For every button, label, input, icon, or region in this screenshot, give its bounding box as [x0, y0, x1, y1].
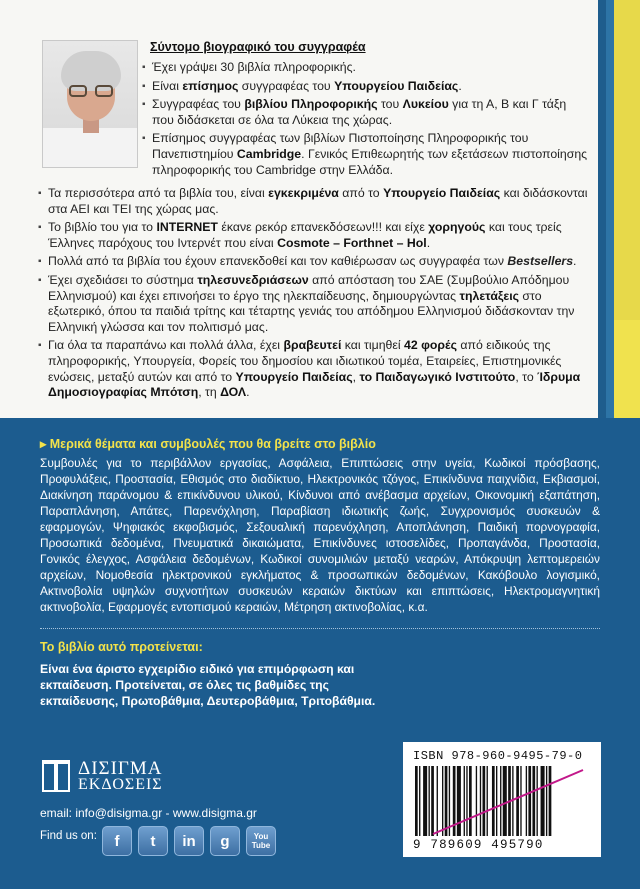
isbn-label: ISBN 978-960-9495-79-0 — [413, 749, 583, 763]
youtube-icon[interactable]: You Tube — [246, 826, 276, 856]
publisher-name: ΔΙΣΙΓΜΑ — [78, 758, 163, 779]
divider — [40, 628, 600, 629]
topics-title: ▸ Μερικά θέματα και συμβουλές που θα βρείτε στο βιβλίο — [40, 436, 376, 451]
linkedin-icon[interactable]: in — [174, 826, 204, 856]
isbn-digits: 9 789609 495790 — [413, 838, 544, 852]
bio-item: ▪ Έχει σχεδιάσει το σύστημα τηλεσυνεδριάσεων από απόσταση του ΣΑΕ (Συμβούλιο Απόδημου Ελληνισμού) και έχει επινοήσει το έργο της ηλεκπαίδευσης, δημιουργώντας τηλετάξεις στο εξωτερικό, όπου τα παιδιά τρίτης και τέταρτης γενιάς του απόδημου Ελληνισμού διδάσκονταν την Ελληνική γλώσσα και τον πολιτισμό μας. — [38, 273, 594, 335]
bio-item: ▪ Έχει γράψει 30 βιβλία πληροφορικής. — [142, 60, 590, 76]
bio-title: Σύντομο βιογραφικό του συγγραφέα — [150, 40, 366, 54]
social-links — [102, 826, 276, 856]
bio-item: ▪ Για όλα τα παραπάνω και πολλά άλλα, έχει βραβευτεί και τιμηθεί 42 φορές από ειδικούς της πληροφορικής, Υπουργεία, Φορείς του δημοσίου και ιδιωτικού τομέα, Εταιρείες, Επιστημονικές ενώσεις, μεταξύ αυτών και από το Υπουργείο Παιδείας, το Παιδαγωγικό Ινστιτούτο, το Ίδρυμα Δημοσιογραφίας Μπότση, τη ΔΟΛ. — [38, 338, 594, 400]
publisher-subtitle: ΕΚΔΟΣΕΙΣ — [78, 776, 163, 793]
bio-list-top — [142, 60, 590, 181]
barcode — [413, 766, 591, 836]
sigma-icon — [42, 760, 70, 792]
bio-item: ▪ Τα περισσότερα από τα βιβλία του, είναι εγκεκριμένα από το Υπουργείο Παιδείας και διδάσκονται στα ΑΕΙ και ΤΕΙ της χώρας μας. — [38, 186, 594, 217]
topics-text: Συμβουλές για το περιβάλλον εργασίας, Ασφάλεια, Επιπτώσεις στην υγεία, Κωδικοί πρόσβασης, Προφυλάξεις, Προστασία, Εθισμός στο διαδίκτυο, Ηλεκτρονικός τζόγος, Επικίνδυνα παιχνίδια, Εκβιασμοί, Διακίνηση παράνομου & επικίνδυνου υλικού, Κίνδυνοι από ανέβασμα αρχείων, Οικονομική εξαπάτηση, Παραπλάνηση, Απάτες, Παρενόχληση, Παραβίαση ιδιωτικής ζωής, Συγχρονισμός συσκευών & εφαρμογών, Ψηφιακός εκφοβισμός, Σεξουαλική παρενόχληση, Αποπλάνηση, Παιδική πορνογραφία, Προσωπικά δεδομένα, Πνευματικά δικαιώματα, Επικίνδυνες ιστοσελίδες, Προπαγάνδα, Προστασία, Γονικός έλεγχος, Ασφάλεια δεδομένων, Κωδικοί συνομιλιών μεταξύ νεαρών, Απόκρυψη λεπτομερειών αρχείων, Νομοθεσία ηλεκτρονικού εγκλήματος & προσωπικών δεδομένων, Κακόβουλο λογισμικό, Ακτινοβολία υψηλών συχνοτήτων συσκευών κεραιών δικτύων και επιπτώσεις, Ηλεκτρομαγνητική ακτινοβολία, Εφαρμογές εντοπισμού κεραιών, Μέτρηση ακτινοβολίας, κ.α. — [40, 456, 600, 614]
publisher-logo — [42, 758, 192, 794]
isbn-barcode-box — [403, 742, 601, 857]
twitter-icon[interactable]: t — [138, 826, 168, 856]
contact-email[interactable]: email: info@disigma.gr - www.disigma.gr — [40, 806, 257, 820]
googleplus-icon[interactable]: g — [210, 826, 240, 856]
bio-item: ▪ Είναι επίσημος συγγραφέας του Υπουργείου Παιδείας. — [142, 79, 590, 95]
find-us-label: Find us on: — [40, 830, 97, 842]
bio-item: ▪ Συγγραφέας του βιβλίου Πληροφορικής του Λυκείου για τη Α, Β και Γ τάξη που διδάσκεται σε όλα τα Λύκεια της χώρας. — [142, 97, 590, 128]
bio-list-bottom — [38, 186, 594, 404]
facebook-icon[interactable]: f — [102, 826, 132, 856]
bio-item: ▪ Επίσημος συγγραφέας των βιβλίων Πιστοποίησης Πληροφορικής του Πανεπιστημίου Cambridge. Γενικός Επιθεωρητής των εξετάσεων πιστοποίησης πληροφορικής του Cambridge στην Ελλάδα. — [142, 131, 590, 178]
author-photo — [42, 40, 138, 168]
biography-panel — [0, 0, 598, 418]
recommended-text: Είναι ένα άριστο εγχειρίδιο ειδικό για επιμόρφωση και εκπαίδευση. Προτείνεται, σε όλες τις βαθμίδες της εκπαίδευσης, Πρωτοβάθμια, Δευτεροβάθμια, Τριτοβάθμια. — [40, 662, 376, 708]
color-stripe — [598, 0, 640, 418]
bio-item: ▪ Πολλά από τα βιβλία του έχουν επανεκδοθεί και τον καθιέρωσαν ως συγγραφέα των Bestsellers. — [38, 254, 594, 270]
recommended-title: Το βιβλίο αυτό προτείνεται: — [40, 640, 203, 654]
bio-item: ▪ Το βιβλίο του για το INTERNET έκανε ρεκόρ επανεκδόσεων!!! και είχε χορηγούς και τους τρείς Έλληνες παρόχους του Ιντερνέτ που είναι Cosmote – Forthnet – Hol. — [38, 220, 594, 251]
